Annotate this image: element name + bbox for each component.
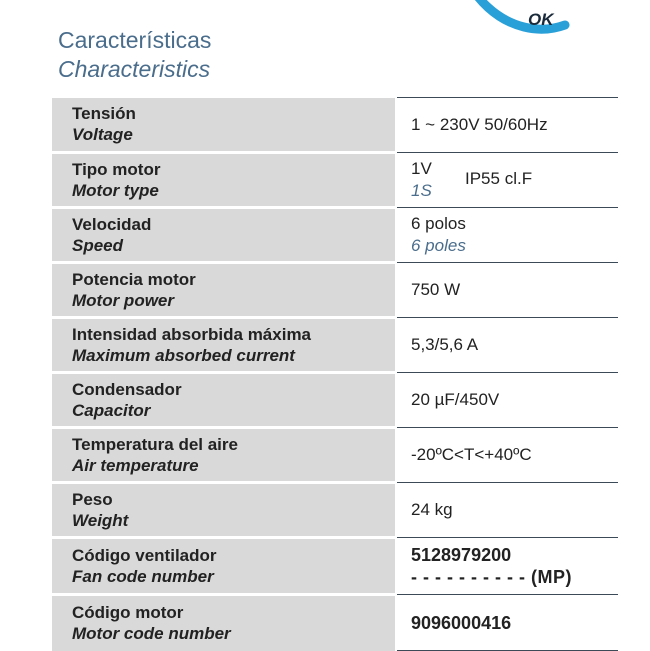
label-english: Motor type (72, 181, 159, 200)
label-spanish: Intensidad absorbida máxima (72, 325, 312, 344)
label-cell (52, 373, 396, 428)
label-spanish: Velocidad (72, 215, 152, 234)
label-spanish: Temperatura del aire (72, 435, 238, 454)
label-spanish: Código ventilador (72, 546, 217, 565)
row-voltage (52, 98, 618, 153)
label-spanish: Peso (72, 490, 113, 509)
label-english: Maximum absorbed current (72, 346, 295, 365)
row-capacitor (52, 373, 618, 428)
row-motor-power (52, 263, 618, 318)
certification-badge-arc (440, 0, 590, 60)
temperature-value: -20ºC<T<+40ºC (411, 445, 532, 464)
label-english: Air temperature (72, 456, 199, 475)
motor-code-value: 9096000416 (411, 612, 512, 633)
value-cell (396, 483, 618, 538)
value-cell (396, 208, 618, 263)
label-english: Weight (72, 511, 129, 530)
motor-type-value-en: 1S (411, 181, 432, 200)
label-spanish: Tipo motor (72, 160, 161, 179)
label-spanish: Código motor (72, 603, 184, 623)
fan-code-mp: - - - - - - - - - - (MP) (411, 567, 572, 587)
label-english: Capacitor (72, 401, 151, 420)
protection-class: IP55 cl.F (465, 169, 533, 188)
speed-value: 6 polos (411, 214, 466, 233)
power-value: 750 W (411, 280, 461, 299)
voltage-value: 1 ~ 230V 50/60Hz (411, 115, 548, 134)
characteristics-table (52, 97, 618, 651)
label-cell (52, 98, 396, 153)
label-english: Motor power (72, 291, 174, 310)
row-motor-code (52, 595, 618, 651)
row-speed (52, 208, 618, 263)
motor-type-left (411, 158, 465, 202)
row-max-current (52, 318, 618, 373)
current-value: 5,3/5,6 A (411, 335, 479, 354)
label-cell (52, 538, 396, 595)
row-fan-code (52, 538, 618, 595)
weight-value: 24 kg (411, 500, 453, 519)
label-cell (52, 428, 396, 483)
section-title (58, 26, 211, 84)
label-cell (52, 318, 396, 373)
label-spanish: Potencia motor (72, 270, 196, 289)
title-english: Characteristics (58, 56, 211, 82)
motor-type-value: 1V (411, 159, 432, 178)
label-english: Voltage (72, 125, 133, 145)
label-english: Fan code number (72, 567, 214, 586)
value-cell (396, 318, 618, 373)
label-english: Motor code number (72, 624, 231, 644)
row-air-temperature (52, 428, 618, 483)
label-spanish: Tensión (72, 104, 136, 124)
label-cell (52, 208, 396, 263)
label-spanish: Condensador (72, 380, 182, 399)
row-motor-type (52, 153, 618, 208)
label-cell (52, 483, 396, 538)
row-weight (52, 483, 618, 538)
value-cell (396, 98, 618, 153)
value-cell (396, 428, 618, 483)
value-cell (396, 153, 618, 208)
label-cell (52, 263, 396, 318)
capacitor-value: 20 µF/450V (411, 390, 500, 409)
value-cell (396, 263, 618, 318)
title-spanish: Características (58, 27, 212, 53)
label-english: Speed (72, 236, 124, 255)
motor-type-group (411, 158, 618, 202)
value-cell (396, 595, 618, 651)
label-cell (52, 595, 396, 651)
label-cell (52, 153, 396, 208)
speed-value-en: 6 poles (411, 236, 466, 255)
fan-code-value: 5128979200 (411, 545, 512, 565)
value-cell (396, 538, 618, 595)
badge-ok-text: OK (528, 10, 554, 29)
value-cell (396, 373, 618, 428)
